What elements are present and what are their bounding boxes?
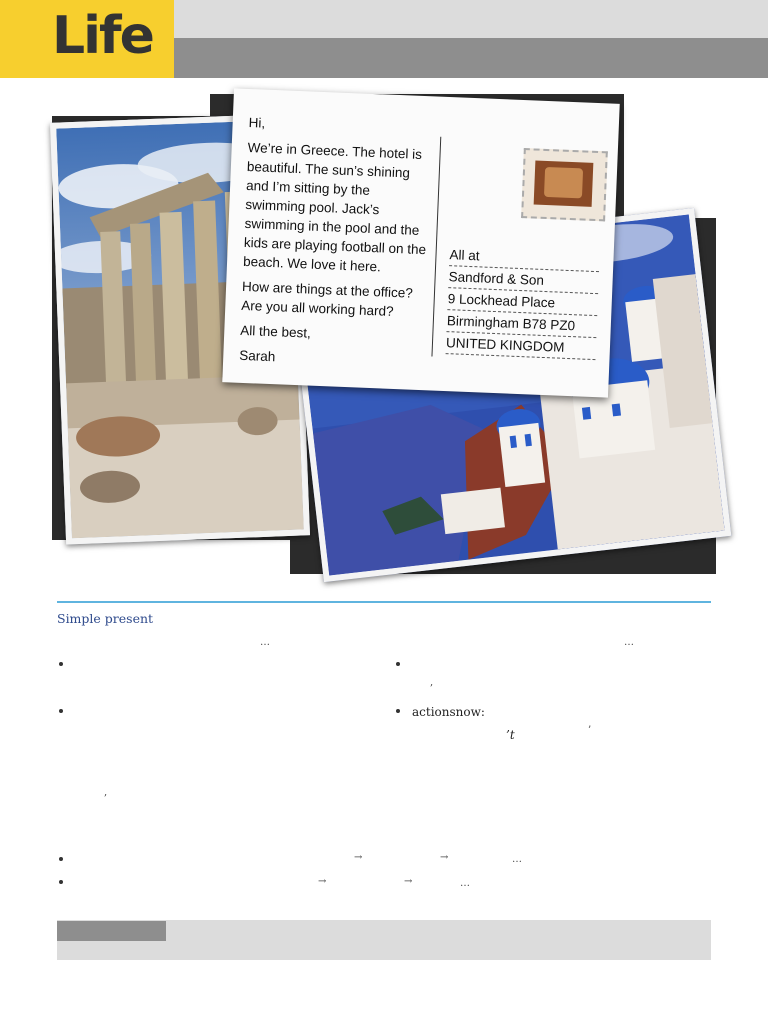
right-ellipsis: …: [624, 637, 634, 648]
postcard-paragraph-1: We’re in Greece. The hotel is beautiful. The sun’s shining and I’m sitting by the swimming pool. Jack’s swimming in the pool and the kids are playing football on the beach. We love it here.: [242, 139, 427, 275]
ellipsis: …: [512, 854, 522, 865]
bottom-tab: [57, 921, 166, 941]
right-bullet-text: actionsnow:: [412, 705, 485, 719]
bullet: [59, 880, 63, 884]
postcard-closing: All the best,: [240, 322, 312, 341]
address-line: Sandford & Son: [448, 267, 599, 294]
postcard-address: [446, 245, 600, 361]
postcard-divider: [431, 137, 441, 357]
stamp-motif: [544, 167, 583, 199]
postcard: [222, 88, 619, 397]
bullet: [396, 709, 400, 713]
bullet: [396, 662, 400, 666]
arrow-icon: →: [318, 876, 327, 887]
header-band-light: [174, 0, 768, 38]
address-line: 9 Lockhead Place: [447, 289, 598, 316]
greek-stamp-icon: [521, 148, 608, 221]
postcard-paragraph-2: How are things at the office? Are you all working hard?: [241, 278, 414, 319]
address-line: Birmingham B78 PZ0: [446, 311, 597, 338]
ellipsis: …: [460, 878, 470, 889]
header-band-dark: [174, 38, 768, 78]
address-line: All at: [449, 245, 600, 272]
logo-text: Life: [52, 6, 153, 66]
contraction-fragment: ’t: [506, 728, 515, 742]
bullet: [59, 662, 63, 666]
bullet: [59, 857, 63, 861]
apostrophe-mark: ,: [430, 677, 434, 688]
section-divider: [57, 601, 711, 603]
arrow-icon: →: [440, 852, 449, 863]
address-line: UNITED KINGDOM: [446, 333, 597, 360]
postcard-greeting: Hi,: [248, 114, 266, 131]
logo-box: [0, 0, 174, 78]
postcard-message: [239, 113, 433, 378]
left-ellipsis: …: [260, 637, 270, 648]
bullet: [59, 709, 63, 713]
apostrophe-mark: ’: [588, 725, 592, 736]
apostrophe-mark: ,: [104, 787, 108, 798]
postcard-signature: Sarah: [239, 347, 276, 365]
section-title: Simple present: [57, 611, 154, 626]
arrow-icon: →: [354, 852, 363, 863]
arrow-icon: →: [404, 876, 413, 887]
